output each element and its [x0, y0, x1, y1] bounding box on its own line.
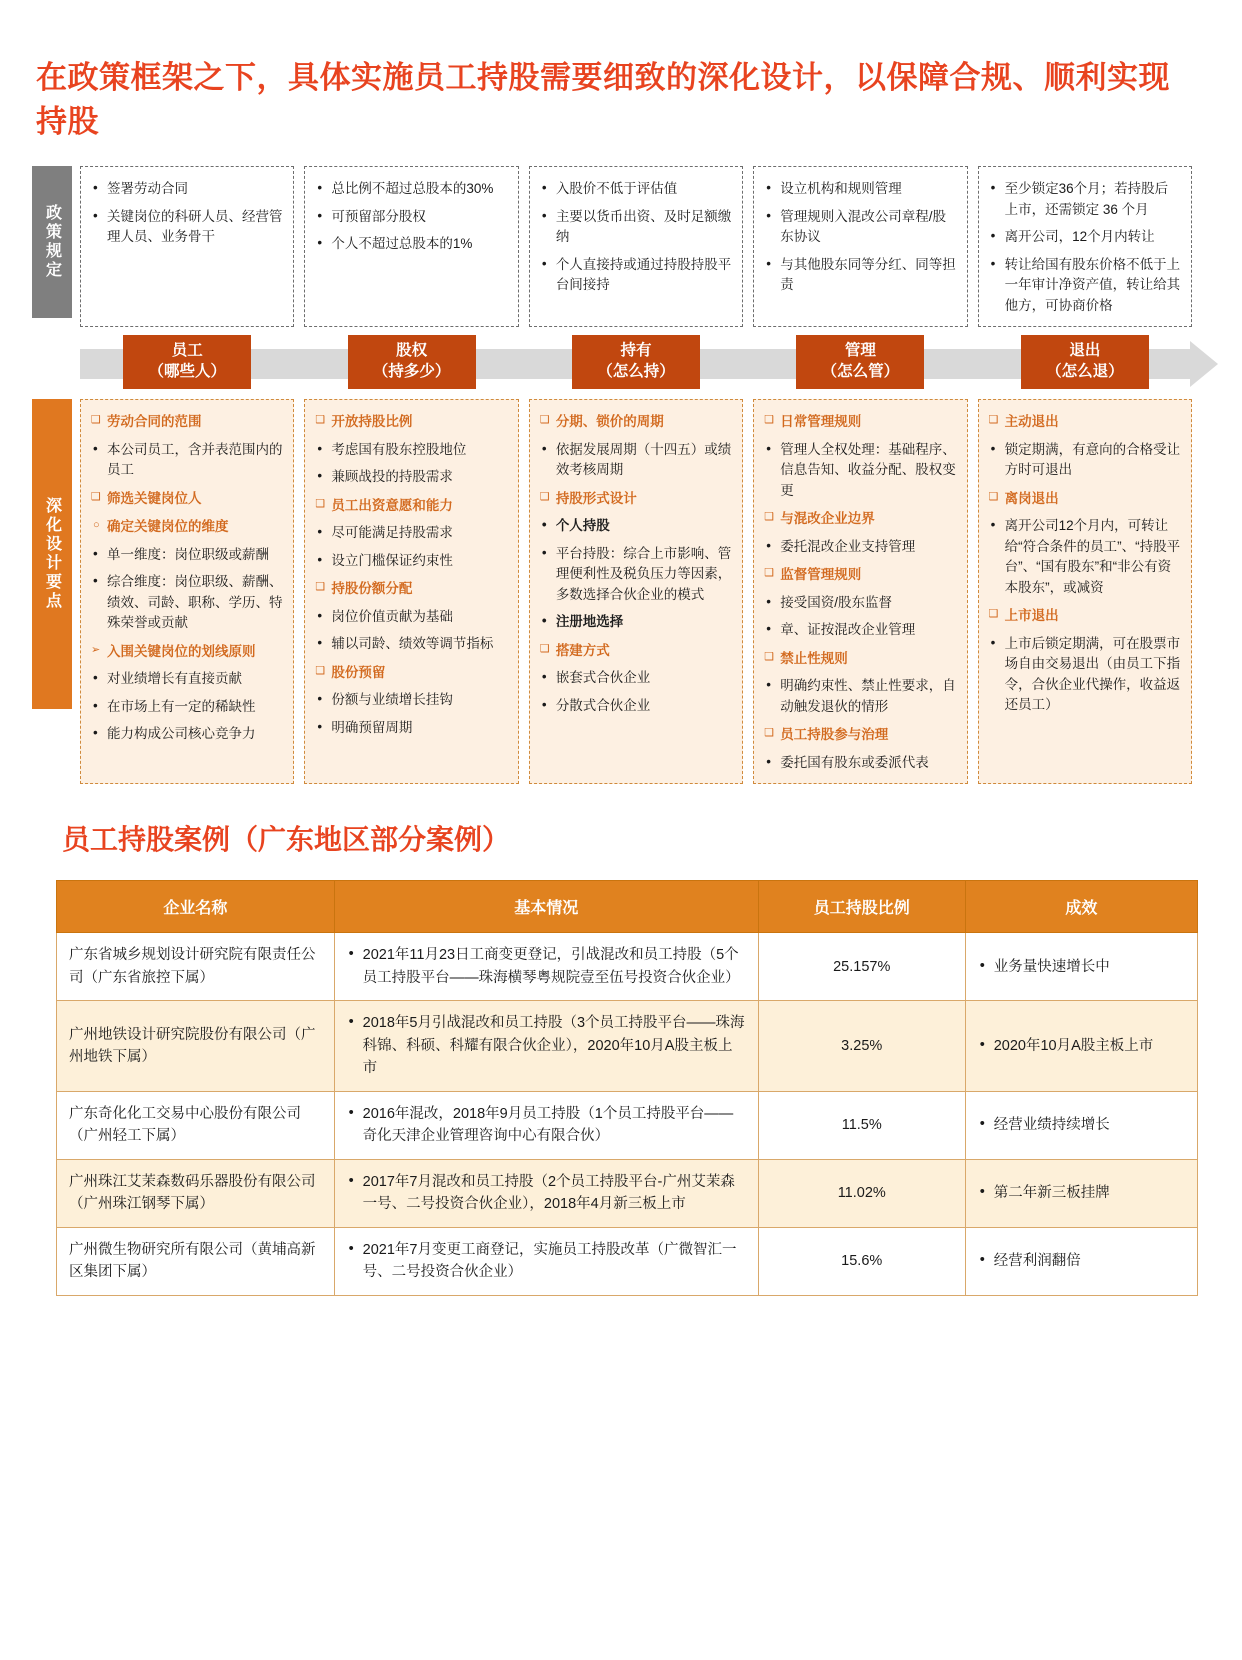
cell-description: [334, 1159, 758, 1227]
stage-band: [80, 335, 1192, 393]
cell-effect-text: • 业务量快速增长中: [978, 956, 1185, 978]
list-item: ❑ 股份预留: [317, 663, 507, 684]
design-list-hold: [542, 412, 732, 716]
cell-effect: [965, 1001, 1197, 1091]
list-item: • 委托混改企业支持管理: [766, 537, 956, 558]
stage-equity[interactable]: [304, 335, 518, 389]
list-item: • 岗位价值贡献为基础: [317, 607, 507, 628]
list-item: • 在市场上有一定的稀缺性: [93, 697, 283, 718]
list-item: • 离开公司12个月内，可转让给“符合条件的员工”、“持股平台”、“国有股东”和“非公有资本股东”，或减资: [991, 516, 1181, 598]
cell-company-name: 广东奇化化工交易中心股份有限公司（广州轻工下属）: [57, 1091, 335, 1159]
design-list-exit: [991, 412, 1181, 716]
table-row: [57, 1227, 1198, 1295]
list-item: • 上市后锁定期满，可在股票市场自由交易退出（由员工下指令，合伙企业代操作，收益返还员工）: [991, 634, 1181, 716]
list-item: • 设立门槛保证约束性: [317, 551, 507, 572]
stage-chip: [348, 335, 476, 389]
list-item: ❑ 持股形式设计: [542, 489, 732, 510]
list-item: ➢ 入围关键岗位的划线原则: [93, 642, 283, 663]
cell-company-name: 广东省城乡规划设计研究院有限责任公司（广东省旅控下属）: [57, 933, 335, 1001]
policy-list-manage: [766, 179, 956, 296]
list-item: ❑ 员工持股参与治理: [766, 725, 956, 746]
policy-cell-employee: [80, 166, 294, 327]
list-item: • 总比例不超过总股本的30%: [317, 179, 507, 200]
policy-list-hold: [542, 179, 732, 296]
cell-description: [334, 1227, 758, 1295]
stage-chip: [796, 335, 924, 389]
col-header-name: 企业名称: [57, 881, 335, 933]
list-item: • 管理人全权处理：基础程序、信息告知、收益分配、股权变更: [766, 440, 956, 502]
list-item: ❑ 劳动合同的范围: [93, 412, 283, 433]
row-label-design: 深化设计要点: [32, 399, 72, 709]
stage-subtitle: （怎么管）: [821, 362, 900, 380]
cell-ratio: 11.02%: [758, 1159, 965, 1227]
stage-subtitle: （怎么退）: [1046, 362, 1124, 380]
list-item: • 份额与业绩增长挂钩: [317, 690, 507, 711]
stage-employee[interactable]: [80, 335, 294, 389]
stage-chip: [572, 335, 700, 389]
design-list-employee: [93, 412, 283, 745]
cell-description: [334, 1091, 758, 1159]
cell-effect-text: • 第二年新三板挂牌: [978, 1182, 1185, 1204]
cell-description-text: • 2017年7月混改和员工持股（2个员工持股平台-广州艾茉森一号、二号投资合伙企业），2018年4月新三板上市: [347, 1171, 746, 1216]
cell-ratio: 3.25%: [758, 1001, 965, 1091]
stage-subtitle: （持多少）: [372, 362, 451, 380]
policy-cell-exit: [978, 166, 1192, 327]
design-cell-equity: [304, 399, 518, 784]
cell-description-text: • 2021年11月23日工商变更登记，引战混改和员工持股（5个员工持股平台——珠海横琴粤规院壹至伍号投资合伙企业）: [347, 944, 746, 989]
list-item: ❑ 搭建方式: [542, 641, 732, 662]
list-item: • 平台持股：综合上市影响、管理便利性及税负压力等因素，多数选择合伙企业的模式: [542, 544, 732, 606]
cell-effect: [965, 1159, 1197, 1227]
list-item: • 签署劳动合同: [93, 179, 283, 200]
page-title: 在政策框架之下，具体实施员工持股需要细致的深化设计，以保障合规、顺利实现持股: [36, 60, 1170, 140]
table-header-row: [57, 881, 1198, 933]
list-item: • 入股价不低于评估值: [542, 179, 732, 200]
policy-cell-equity: [304, 166, 518, 327]
policy-list-exit: [991, 179, 1181, 316]
list-item: ○ 确定关键岗位的维度: [93, 517, 283, 538]
policy-row: [80, 166, 1192, 327]
stage-subtitle: （怎么持）: [597, 362, 675, 380]
list-item: • 尽可能满足持股需求: [317, 523, 507, 544]
col-header-ratio: 员工持股比例: [758, 881, 965, 933]
list-item: ❑ 监督管理规则: [766, 565, 956, 586]
list-item: ❑ 员工出资意愿和能力: [317, 496, 507, 517]
list-item: • 嵌套式合伙企业: [542, 668, 732, 689]
list-item: • 关键岗位的科研人员、经营管理人员、业务骨干: [93, 207, 283, 248]
stage-exit[interactable]: [978, 335, 1192, 389]
stage-chip: [1021, 335, 1149, 389]
list-item: • 接受国资/股东监督: [766, 593, 956, 614]
list-item: • 章、证按混改企业管理: [766, 620, 956, 641]
cell-description-text: • 2021年7月变更工商登记，实施员工持股改革（广微智汇一号、二号投资合伙企业）: [347, 1239, 746, 1284]
list-item: • 依据发展周期（十四五）或绩效考核周期: [542, 440, 732, 481]
list-item: • 离开公司，12个月内转让: [991, 227, 1181, 248]
policy-cell-manage: [753, 166, 967, 327]
list-item: • 锁定期满，有意向的合格受让方时可退出: [991, 440, 1181, 481]
list-item: ❑ 开放持股比例: [317, 412, 507, 433]
design-list-equity: [317, 412, 507, 738]
list-item: • 能力构成公司核心竞争力: [93, 724, 283, 745]
col-header-effect: 成效: [965, 881, 1197, 933]
framework-matrix: [32, 166, 1192, 784]
list-item: ❑ 主动退出: [991, 412, 1181, 433]
list-item: • 考虑国有股东控股地位: [317, 440, 507, 461]
list-item: • 可预留部分股权: [317, 207, 507, 228]
design-cell-manage: [753, 399, 967, 784]
list-item: • 对业绩增长有直接贡献: [93, 669, 283, 690]
list-item: • 兼顾战投的持股需求: [317, 467, 507, 488]
list-item: • 主要以货币出资、及时足额缴纳: [542, 207, 732, 248]
list-item: ❑ 禁止性规则: [766, 649, 956, 670]
stage-title: 员工: [171, 342, 203, 360]
cases-table: [56, 880, 1198, 1295]
table-row: [57, 1159, 1198, 1227]
cell-description: [334, 1001, 758, 1091]
list-item: ❑ 上市退出: [991, 606, 1181, 627]
list-item: • 明确约束性、禁止性要求，自动触发退伙的情形: [766, 676, 956, 717]
list-item: • 注册地选择: [542, 612, 732, 633]
list-item: • 设立机构和规则管理: [766, 179, 956, 200]
list-item: • 辅以司龄、绩效等调节指标: [317, 634, 507, 655]
stage-title: 持有: [620, 342, 652, 360]
list-item: • 转让给国有股东价格不低于上一年审计净资产值，转让给其他方，可协商价格: [991, 255, 1181, 317]
col-header-desc: 基本情况: [334, 881, 758, 933]
table-row: [57, 1001, 1198, 1091]
list-item: • 明确预留周期: [317, 718, 507, 739]
list-item: ❑ 日常管理规则: [766, 412, 956, 433]
list-item: • 管理规则入混改公司章程/股东协议: [766, 207, 956, 248]
table-row: [57, 933, 1198, 1001]
list-item: ❑ 与混改企业边界: [766, 509, 956, 530]
cell-description: [334, 933, 758, 1001]
policy-list-employee: [93, 179, 283, 248]
cell-company-name: 广州珠江艾茉森数码乐器股份有限公司（广州珠江钢琴下属）: [57, 1159, 335, 1227]
stage-title: 退出: [1069, 342, 1101, 360]
list-item: • 综合维度：岗位职级、薪酬、绩效、司龄、职称、学历、特殊荣誉或贡献: [93, 572, 283, 634]
list-item: • 与其他股东同等分红、同等担责: [766, 255, 956, 296]
stage-subtitle: （哪些人）: [148, 362, 226, 380]
list-item: • 个人不超过总股本的1%: [317, 234, 507, 255]
list-item: ❑ 持股份额分配: [317, 579, 507, 600]
design-cell-employee: [80, 399, 294, 784]
list-item: • 单一维度：岗位职级或薪酬: [93, 545, 283, 566]
list-item: • 分散式合伙企业: [542, 696, 732, 717]
cell-effect: [965, 1091, 1197, 1159]
list-item: • 个人直接持或通过持股持股平台间接持: [542, 255, 732, 296]
cell-effect-text: • 经营业绩持续增长: [978, 1114, 1185, 1136]
cell-company-name: 广州地铁设计研究院股份有限公司（广州地铁下属）: [57, 1001, 335, 1091]
stage-title: 管理: [844, 342, 876, 360]
section-title-cases: 员工持股案例（广东地区部分案例）: [62, 824, 511, 856]
table-row: [57, 1091, 1198, 1159]
list-item: • 至少锁定36个月；若持股后上市，还需锁定 36 个月: [991, 179, 1181, 220]
policy-cell-hold: [529, 166, 743, 327]
stage-title: 股权: [396, 342, 428, 360]
row-label-policy: 政策规定: [32, 166, 72, 318]
cell-effect: [965, 933, 1197, 1001]
cell-effect: [965, 1227, 1197, 1295]
cell-ratio: 11.5%: [758, 1091, 965, 1159]
stage-hold[interactable]: [529, 335, 743, 389]
design-cell-hold: [529, 399, 743, 784]
list-item: • 本公司员工，含并表范围内的员工: [93, 440, 283, 481]
cell-effect-text: • 2020年10月A股主板上市: [978, 1035, 1185, 1057]
cell-ratio: 25.157%: [758, 933, 965, 1001]
list-item: • 委托国有股东或委派代表: [766, 753, 956, 774]
design-list-manage: [766, 412, 956, 773]
cell-description-text: • 2018年5月引战混改和员工持股（3个员工持股平台——珠海科锦、科硕、科耀有限合伙企业），2020年10月A股主板上市: [347, 1012, 746, 1079]
stage-chip: [123, 335, 251, 389]
stage-manage[interactable]: [753, 335, 967, 389]
list-item: ❑ 筛选关键岗位人: [93, 489, 283, 510]
cell-description-text: • 2016年混改，2018年9月员工持股（1个员工持股平台——奇化天津企业管理咨询中心有限合伙）: [347, 1103, 746, 1148]
design-row: [80, 399, 1192, 784]
list-item: • 个人持股: [542, 516, 732, 537]
design-cell-exit: [978, 399, 1192, 784]
list-item: ❑ 分期、锁价的周期: [542, 412, 732, 433]
cell-company-name: 广州微生物研究所有限公司（黄埔高新区集团下属）: [57, 1227, 335, 1295]
cell-ratio: 15.6%: [758, 1227, 965, 1295]
cell-effect-text: • 经营利润翻倍: [978, 1250, 1185, 1272]
policy-list-equity: [317, 179, 507, 255]
list-item: ❑ 离岗退出: [991, 489, 1181, 510]
